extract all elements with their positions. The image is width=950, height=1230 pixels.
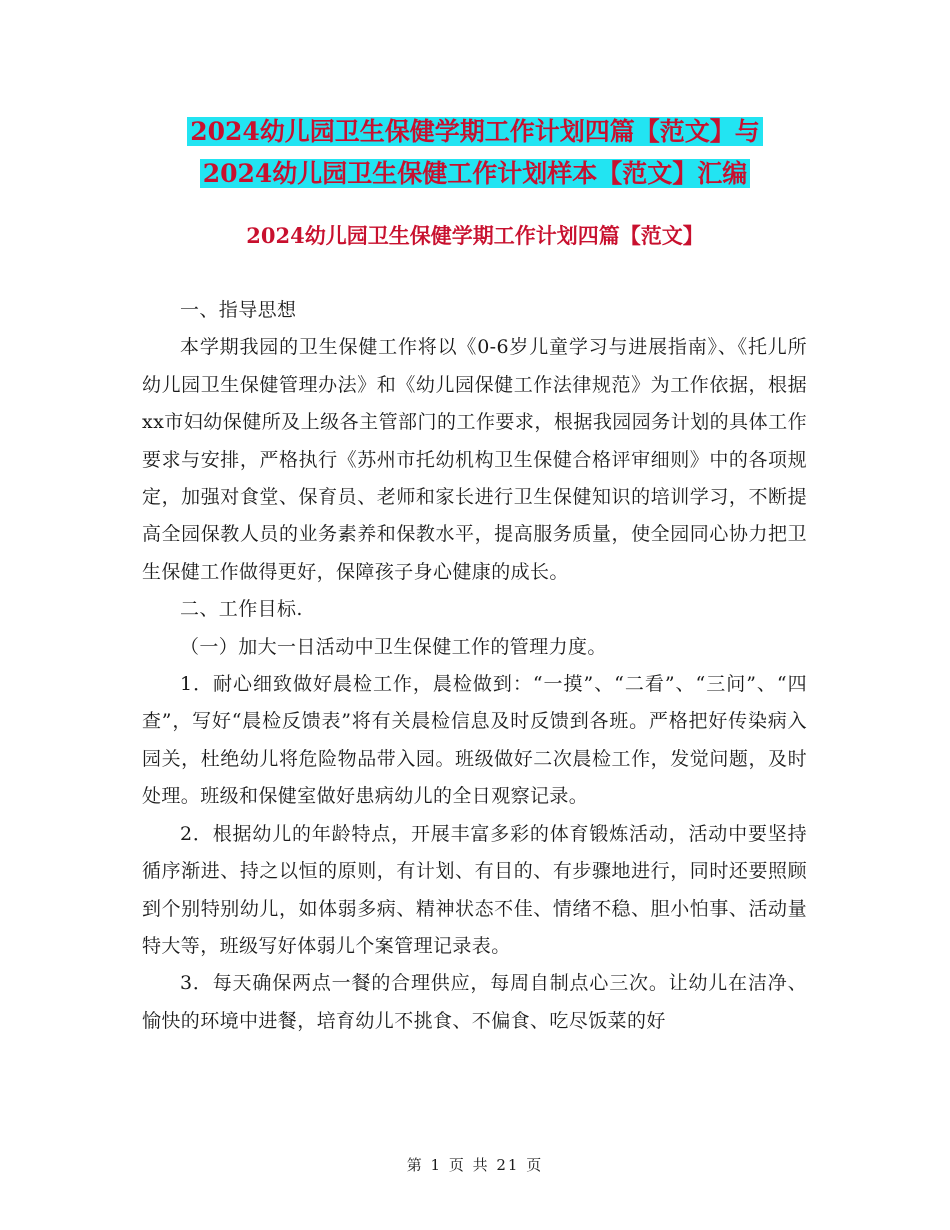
title-highlight: 2024幼儿园卫生保健学期工作计划四篇【范文】与	[187, 117, 763, 146]
page-number-footer: 第 1 页 共 21 页	[406, 1156, 544, 1174]
paragraph: 本学期我园的卫生保健工作将以《0-6岁儿童学习与进展指南》、《托儿所幼儿园卫生保健管理办法》和《幼儿园保健工作法律规范》为工作依据，根据xx市妇幼保健所及上级各主管部门的工作要求，根据我园园务计划的具体工作要求与安排，严格执行《苏州市托幼机构卫生保健合格评审细则》中的各项规定，加强对食堂、保育员、老师和家长进行卫生保健知识的培训学习，不断提高全园保教人员的业务素养和保教水平，提高服务质量，使全园同心协力把卫生保健工作做得更好，保障孩子身心健康的成长。	[142, 336, 807, 583]
document-title-line-1	[0, 112, 950, 152]
paragraph: 3．每天确保两点一餐的合理供应，每周自制点心三次。让幼儿在洁净、愉快的环境中进餐，培育幼儿不挑食、不偏食、吃尽饭菜的好	[142, 972, 807, 1032]
paragraph-heading-work-goals: 二、工作目标.	[180, 598, 303, 621]
paragraph: 1．耐心细致做好晨检工作，晨检做到：“一摸”、“二看”、“三问”、“四查”，写好“晨检反馈表”将有关晨检信息及时反馈到各班。严格把好传染病入园关，杜绝幼儿将危险物品带入园。班级做好二次晨检工作，发觉问题，及时处理。班级和保健室做好患病幼儿的全日观察记录。	[142, 673, 807, 808]
paragraph: （一）加大一日活动中卫生保健工作的管理力度。	[180, 635, 607, 658]
title-highlight: 2024幼儿园卫生保健工作计划样本【范文】汇编	[200, 159, 751, 188]
section-title: 2024幼儿园卫生保健学期工作计划四篇【范文】	[246, 223, 704, 248]
paragraph-heading-guiding-ideology: 一、指导思想	[180, 299, 297, 321]
paragraph: 2．根据幼儿的年龄特点，开展丰富多彩的体育锻炼活动，活动中要坚持循序渐进、持之以恒的原则，有计划、有目的、有步骤地进行，同时还要照顾到个别特别幼儿，如体弱多病、精神状态不佳、情绪不稳、胆小怕事、活动量特大等，班级写好体弱儿个案管理记录表。	[142, 822, 807, 957]
document-body	[142, 292, 807, 1040]
document-title-line-2	[0, 154, 950, 194]
